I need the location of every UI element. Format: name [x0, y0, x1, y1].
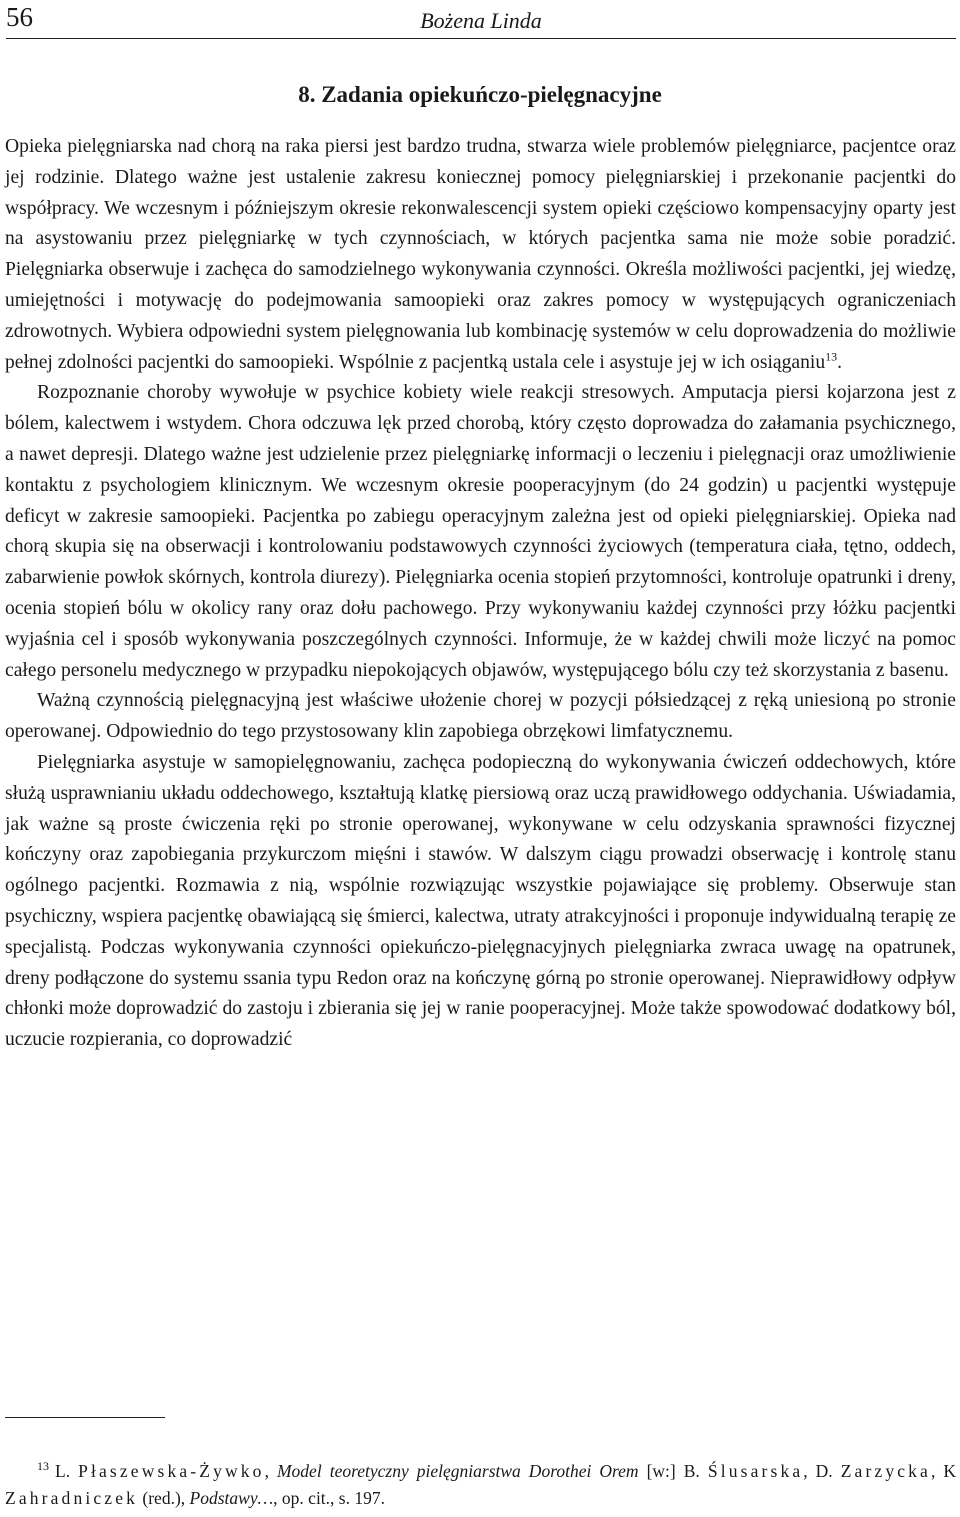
section-title: 8. Zadania opiekuńczo-pielęgnacyjne — [298, 82, 662, 107]
footnote-mid: (red.), — [138, 1488, 190, 1508]
paragraph-1 — [5, 132, 956, 378]
page-number: 56 — [6, 2, 33, 32]
footnote-rule — [5, 1417, 165, 1418]
footnote-author: Płaszewska-Żywko — [78, 1461, 265, 1481]
paragraph-3: Ważną czynnością pielęgnacyjną jest właściwe ułożenie chorej w pozycji półsiedzącej z ręką uniesioną po stronie operowanej. Odpowiednio do tego przystosowany klin zapobiega obrzękowi limfatycznemu. — [5, 690, 956, 743]
footnote-author: Zahradniczek — [5, 1488, 139, 1508]
footnote-sep: , — [264, 1461, 277, 1481]
footnote-title: Model teoretyczny pielęgniarstwa Dorothei Orem — [276, 1461, 639, 1481]
footnote-title: Podstawy… — [189, 1488, 274, 1508]
footnote-mid: [w:] B. — [638, 1461, 708, 1481]
footnote-author: Zarzycka — [840, 1461, 931, 1481]
paragraph-end: . — [837, 351, 843, 373]
paragraph-text: Opieka pielęgniarska nad chorą na raka piersi jest bardzo trudna, stwarza wiele problemów pielęgniarce, pacjentce oraz jej rodzinie. Dlatego ważne jest ustalenie zakresu koniecznej pomocy pielęgniarskiej i przekonanie pacjentki do współpracy. We wczesnym i późniejszym okresie rekonwalescencji system opieki częściowo kompensacyjny oparty jest na asystowaniu przez pielęgniarkę w tych czynnościach, w których pacjentka sama nie może sobie poradzić. Pielęgniarka obserwuje i zachęca do samodzielnego wykonywania czynności. Określa możliwości pacjentki, jej wiedzę, umiejętności i motywację do podejmowania samoopieki oraz zakres pomocy w występujących ograniczeniach zdrowotnych. Wybiera odpowiedni system pielęgnowania lub kombinację systemów w celu doprowadzenia do możliwie pełnej zdolności pacjentki do samoopieki. Wspólnie z pacjentką ustala cele i asystuje jej w ich osiąganiu — [5, 136, 956, 373]
running-head: Bożena Linda — [420, 8, 542, 33]
footnote-author: Ślusarska — [707, 1461, 804, 1481]
footnote-sep: , K — [930, 1461, 957, 1481]
footnote-suffix: , op. cit., s. 197. — [273, 1488, 385, 1508]
footnote — [5, 1458, 956, 1512]
body-text — [5, 132, 956, 1056]
page-header — [6, 0, 956, 40]
paragraph-4: Pielęgniarka asystuje w samopielęgnowaniu, zachęca podopieczną do wykonywania ćwiczeń oddechowych, które służą usprawnianiu układu oddechowego, kształtują klatkę piersiową oraz uczą prawidłowego oddychania. Uświadamia, jak ważne są proste ćwiczenia ręki po stronie operowanej, wykonywane w celu odzyskania sprawności fizycznej kończyny oraz zapobiegania przykurczom mięśni i stawów. W dalszym ciągu prowadzi obserwację i kontrolę stanu ogólnego pacjentki. Rozmawia z nią, wspólnie rozwiązując wszystkie pojawiające się problemy. Obserwuje stan psychiczny, wspiera pacjentkę obawiającą się śmierci, kalectwa, utraty atrakcyjności i proponuje indywidualną terapię ze specjalistą. Podczas wykonywania czynności opiekuńczo-pielęgnacyjnych pielęgniarka zwraca uwagę na opatrunek, dreny podłączone do systemu ssania typu Redon oraz na kończynę górną po stronie operowanej. Nieprawidłowy odpływ chłonki może doprowadzić do zastoju i zbierania się jej w ranie pooperacyjnej. Może także spowodować dodatkowy ból, uczucie rozpierania, co doprowadzić — [5, 751, 956, 1051]
footnote-ref: 13 — [825, 349, 838, 364]
paragraph-2: Rozpoznanie choroby wywołuje w psychice kobiety wiele reakcji stresowych. Amputacja piersi kojarzona jest z bólem, kalectwem i wstydem. Chora odczuwa lęk przed chorobą, który często doprowadza do załamania psychicznego, a nawet depresji. Dlatego ważne jest udzielenie przez pielęgniarkę informacji o leczeniu i pielęgnacji oraz umożliwienie kontaktu z psychologiem klinicznym. We wczesnym okresie pooperacyjnym (do 24 godzin) u pacjentki występuje deficyt w zakresie samoopieki. Pacjentka po zabiegu operacyjnym zależna jest od opieki pielęgniarskiej. Opieka nad chorą skupia się na obserwacji i kontrolowaniu podstawowych czynności życiowych (temperatura ciała, tętno, oddech, zabarwienie powłok skórnych, kontrola diurezy). Pielęgniarka ocenia stopień przytomności, kontroluje opatrunki i dreny, ocenia stopień bólu w okolicy rany oraz dołu pachowego. Przy wykonywaniu każdej czynności przy łóżku pacjentki wyjaśnia cel i sposób wykonywania poszczególnych czynności. Informuje, że w każdej chwili może liczyć na pomoc całego personelu medycznego w przypadku niepokojących objawów, występującego bólu czy też skorzystania z basenu. — [5, 382, 956, 681]
footnote-sep: , D. — [803, 1461, 841, 1481]
footnote-number: 13 — [37, 1459, 49, 1474]
footnote-prefix: L. — [55, 1461, 79, 1481]
header-rule — [6, 38, 956, 39]
